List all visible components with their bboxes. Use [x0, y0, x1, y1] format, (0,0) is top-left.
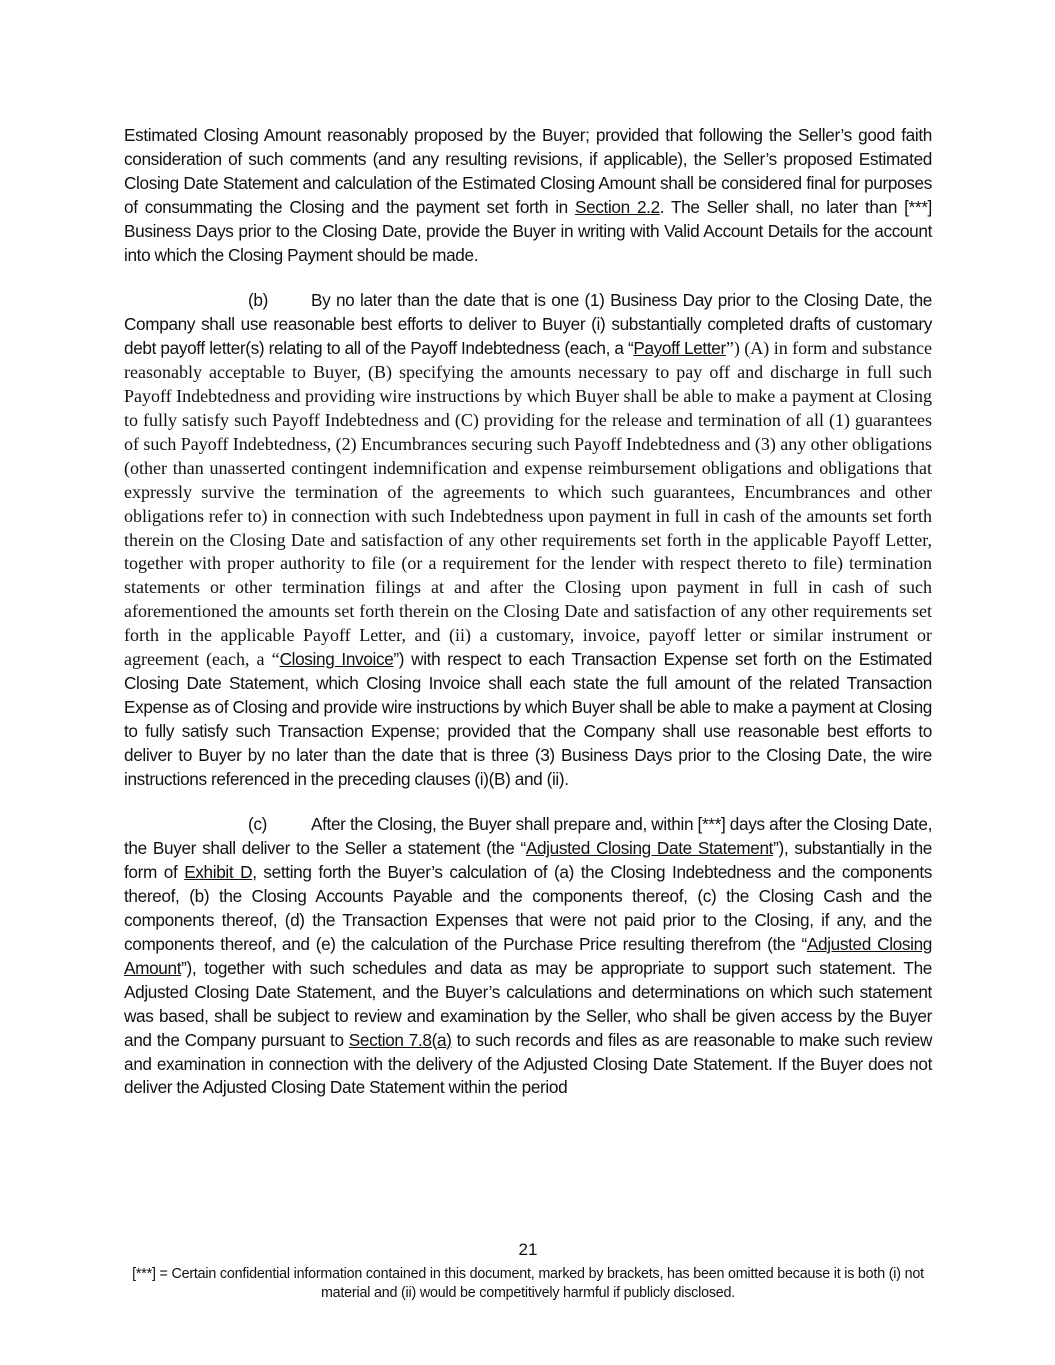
section-reference: Section 7.8(a) [348, 1029, 452, 1050]
document-body [124, 124, 932, 1100]
paragraph-text: to such records and files as are reasonable to make such review and examination in connection with the delivery of the Adjusted Closing Date Statement. If the Buyer does not deliver the Adjusted Closing Date Statement within the period [124, 1029, 933, 1098]
paragraph-text: . The Seller shall, no later than [***] Business Days prior to the Closing Date, provide the Buyer in writing with Valid Account Details for the account into which the Closing Payment should be made. [124, 196, 932, 265]
clause-label-b: (b) [248, 290, 268, 311]
paragraph-text: After the Closing, the Buyer shall prepare and, within [***] days after the Closing Date, the Buyer shall deliver to the Seller a statement (the “ [124, 814, 932, 859]
section-reference: Section 2.2 [574, 196, 660, 217]
paragraph-text: ”) (A) in form and substance reasonably acceptable to Buyer, (B) specifying the amounts necessary to pay off and discharge in full such Payoff Indebtedness and providing wire instructions by which Buyer shall be able to make a payment at Closing to fully satisfy such Payoff Indebtedness and (C) providing for the release and termination of all (1) guarantees of such Payoff Indebtedness, (2) Encumbrances securing such Payoff Indebtedness and (3) any other obligations (other than unasserted contingent indemnification and expense reimbursement obligations and obligations that expressly survive the termination of the agreements to which such guarantees, Encumbrances and other obligations refer to) in connection with such Indebtedness upon payment in full in cash of the amounts set forth therein on the Closing Date and satisfaction of any other requirements set forth in the applicable Payoff Letter, together with proper authority to file (or a requirement for the lender with respect thereto to file) termination statements or other termination filings at and after the Closing upon payment in full in cash of such aforementioned the amounts set forth therein on the Closing Date and satisfaction of any other requirements set forth in the applicable Payoff Letter, and (ii) a customary, invoice, payoff letter or similar instrument or agreement (each, a “ [124, 338, 932, 670]
paragraph-text: , setting forth the Buyer’s calculation of (a) the Closing Indebtedness and the components thereof, (b) the Closing Accounts Payable and the components thereof, (c) the Closing Cash and the components thereof, (d) the Transaction Expenses that were not paid prior to the Closing, if any, and the components thereof, and (e) the calculation of the Purchase Price resulting therefrom (the “ [124, 862, 932, 954]
paragraph-text: By no later than the date that is one (1) Business Day prior to the Closing Date, the Company shall use reasonable best efforts to deliver to Buyer (i) substantially completed drafts of customary debt payoff letter(s) relating to all of the Payoff Indebtedness (each, a “ [124, 290, 932, 359]
paragraph-b-payoff-letter [124, 289, 932, 791]
confidentiality-footnote: [***] = Certain confidential information contained in this document, marked by brackets, has been omitted because it is both (i) not material and (ii) would be competitively harmful if publicly disclosed. [132, 1266, 924, 1301]
defined-term-payoff-letter: Payoff Letter [633, 338, 726, 359]
defined-term-closing-invoice: Closing Invoice [279, 649, 394, 670]
paragraph-text: Estimated Closing Amount reasonably proposed by the Buyer; provided that following the Seller’s good faith consideration of such comments (and any resulting revisions, if applicable), the Seller’s proposed Estimated Closing Date Statement and calculation of the Estimated Closing Amount shall be considered final for purposes of consummating the Closing and the payment set forth in [124, 125, 932, 217]
paragraph-estimated-closing [124, 124, 932, 267]
paragraph-text: ”), together with such schedules and data as may be appropriate to support such statement. The Adjusted Closing Date Statement, and the Buyer’s calculations and determinations on which such statement was based, shall be subject to review and examination by the Seller, who shall be given access by the Buyer and the Company pursuant to [124, 957, 932, 1050]
paragraph-text: ”), substantially in the form of [124, 838, 933, 883]
exhibit-reference: Exhibit D [184, 862, 253, 883]
paragraph-c-adjusted-statement [124, 813, 932, 1100]
defined-term-adjusted-closing-date-statement: Adjusted Closing Date Statement [525, 838, 774, 859]
clause-label-c: (c) [248, 814, 267, 835]
paragraph-text: ”) with respect to each Transaction Expense set forth on the Estimated Closing Date Statement, which Closing Invoice shall each state the full amount of the related Transaction Expense as of Closing and provide wire instructions by which Buyer shall be able to make a payment at Closing to fully satisfy such Transaction Expense; provided that the Company shall use reasonable best efforts to deliver to Buyer by no later than the date that is three (3) Business Days prior to the Closing Date, the wire instructions referenced in the preceding clauses (i)(B) and (ii). [124, 649, 933, 789]
page-number: 21 [518, 1240, 538, 1259]
defined-term-adjusted-closing-amount: Adjusted Closing Amount [124, 934, 932, 978]
